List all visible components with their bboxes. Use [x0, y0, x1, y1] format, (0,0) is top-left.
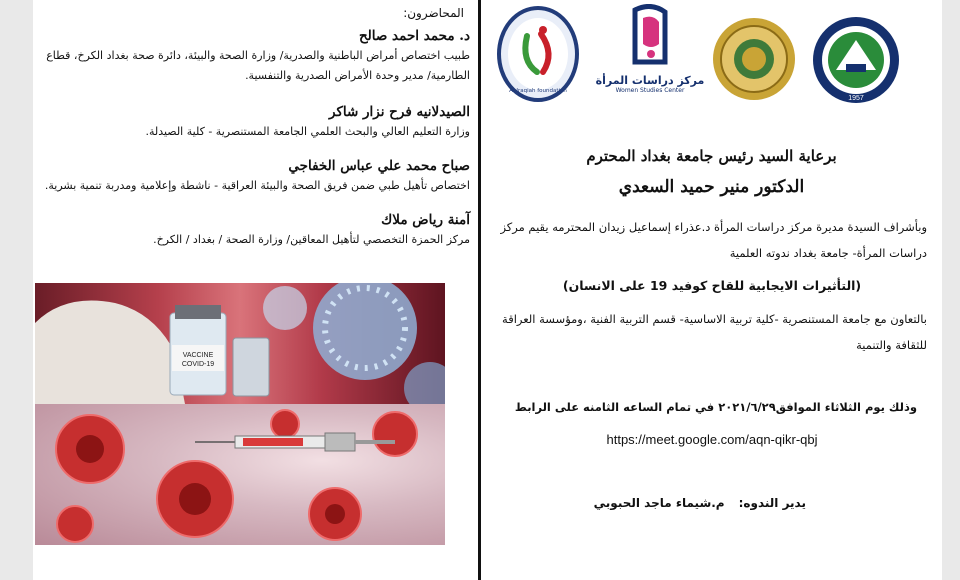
lecturer-3	[40, 158, 470, 196]
intro-paragraph: وبأشراف السيدة مديرة مركز دراسات المرأة د.عذراء إسماعيل زيدان المحترمه يقيم مركز دراسات المرأة- جامعة بغداد ندوته العلمية	[500, 220, 927, 260]
page-background-right	[942, 0, 960, 580]
virus-cells-illustration	[35, 404, 445, 545]
patronage-line: برعاية السيد رئيس جامعة بغداد المحترم	[586, 147, 837, 165]
university-logo-year: 1957	[848, 95, 864, 102]
seminar-title: (التأثيرات الايجابية للقاح كوفيد 19 على الانسان)	[562, 278, 862, 293]
moderator-line	[594, 496, 806, 510]
lecturer-name: آمنة رياض ملاك	[381, 212, 470, 228]
foundation-logo-text: Al-Iraqiah foundation	[509, 88, 567, 94]
cooperation-paragraph: بالتعاون مع جامعة المستنصرية -كلية تربية الاساسية- قسم التربية الفنية ،ومؤسسة العراقة للثقافة والتنمية	[502, 312, 927, 352]
wsc-english-name: Women Studies Center	[615, 87, 685, 94]
lecturer-description: طبيب اختصاص أمراض الباطنية والصدرية/ وزارة الصحة والبيئة، دائرة صحة بغداد الكرخ، قطاع الطارمية/ مدير وحدة الأمراض الصدرية والتنفسية.	[46, 49, 470, 82]
seminar-announcement-page	[481, 0, 942, 580]
virus-illustration	[35, 283, 445, 404]
vaccine-vial-photo	[35, 283, 445, 404]
svg-text:COVID-19: COVID-19	[181, 361, 215, 368]
moderator-name: م.شيماء ماجد الحبوبي	[593, 496, 725, 510]
vial-label: VACCINE	[182, 352, 214, 359]
lecturers-heading: المحاضرون:	[403, 6, 464, 20]
lecturer-description: وزارة التعليم العالي والبحث العلمي الجامعة المستنصرية - كلية الصيدلة.	[145, 125, 470, 138]
lecturer-name: الصيدلانيه فرح نزار شاكر	[329, 104, 470, 120]
syringe-virus-photo	[35, 404, 445, 545]
lecturer-description: اختصاص تأهيل طبي ضمن فريق الصحة والبيئة العراقية - ناشطة وإعلامية ومدربة تنمية بشرية.	[44, 179, 470, 192]
wsc-arabic-name: مركز دراسات المرأة	[595, 74, 705, 87]
lecturer-1	[40, 28, 470, 86]
gold-seal-logo	[711, 16, 797, 102]
lecturer-name: د. محمد احمد صالح	[358, 28, 470, 44]
page-background-left	[0, 0, 33, 580]
lecturer-2	[40, 104, 470, 142]
lecturer-4	[40, 212, 470, 250]
lecturer-description: مركز الحمزة التخصصي لتأهيل المعاقين/ وزارة الصحة / بغداد / الكرخ.	[153, 233, 470, 246]
lecturer-name: صباح محمد علي عباس الخفاجي	[288, 158, 470, 174]
meeting-link[interactable]: https://meet.google.com/aqn-qikr-qbj	[606, 432, 818, 447]
seminar-date-line: وذلك يوم الثلاثاء الموافق٢٠٢١/٦/٢٩ في تمام الساعه الثامنه على الرابط	[514, 400, 917, 414]
iraqiah-foundation-logo	[497, 6, 579, 102]
university-of-baghdad-logo	[811, 14, 901, 106]
moderator-label: يدير الندوه:	[738, 496, 806, 510]
women-studies-center-logo	[595, 4, 705, 94]
president-name: الدكتور منير حميد السعدي	[618, 177, 805, 197]
